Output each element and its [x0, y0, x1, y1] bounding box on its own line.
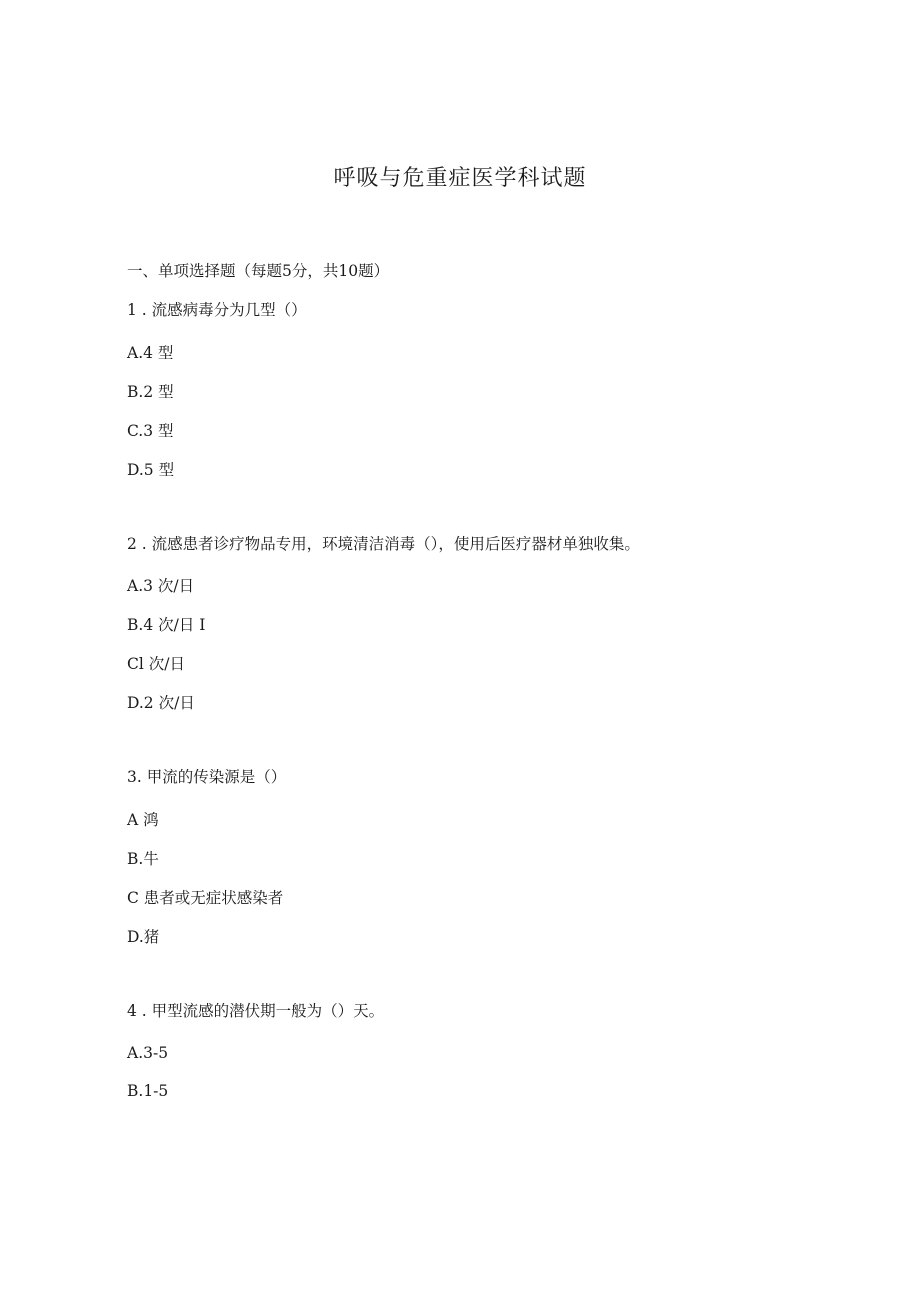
section-heading: 一、单项选择题（每题5分，共10题） [127, 262, 390, 280]
answer-option: A.3-5 [127, 1044, 169, 1062]
answer-option: B.4 次/日 I [127, 616, 206, 634]
answer-option: Cl 次/日 [127, 655, 185, 673]
page-title: 呼吸与危重症医学科试题 [333, 166, 587, 191]
answer-option: C.3 型 [127, 422, 174, 440]
answer-option: D.2 次/日 [127, 694, 195, 712]
question-stem: 3. 甲流的传染源是（） [127, 768, 287, 786]
answer-option: B.1-5 [127, 1082, 169, 1100]
answer-option: A 鸿 [127, 811, 159, 829]
question-stem: 2 . 流感患者诊疗物品专用，环境清洁消毒（），使用后医疗器材单独收集。 [127, 535, 640, 553]
answer-option: D.5 型 [127, 461, 175, 479]
answer-option: B.牛 [127, 850, 159, 868]
answer-option: A.3 次/日 [127, 577, 195, 595]
answer-option: B.2 型 [127, 383, 174, 401]
answer-option: A.4 型 [127, 344, 174, 362]
question-stem: 1 . 流感病毒分为几型（） [127, 301, 307, 319]
question-stem: 4 . 甲型流感的潜伏期一般为（）天。 [127, 1002, 385, 1020]
answer-option: D.猪 [127, 928, 160, 946]
answer-option: C 患者或无症状感染者 [127, 889, 284, 907]
